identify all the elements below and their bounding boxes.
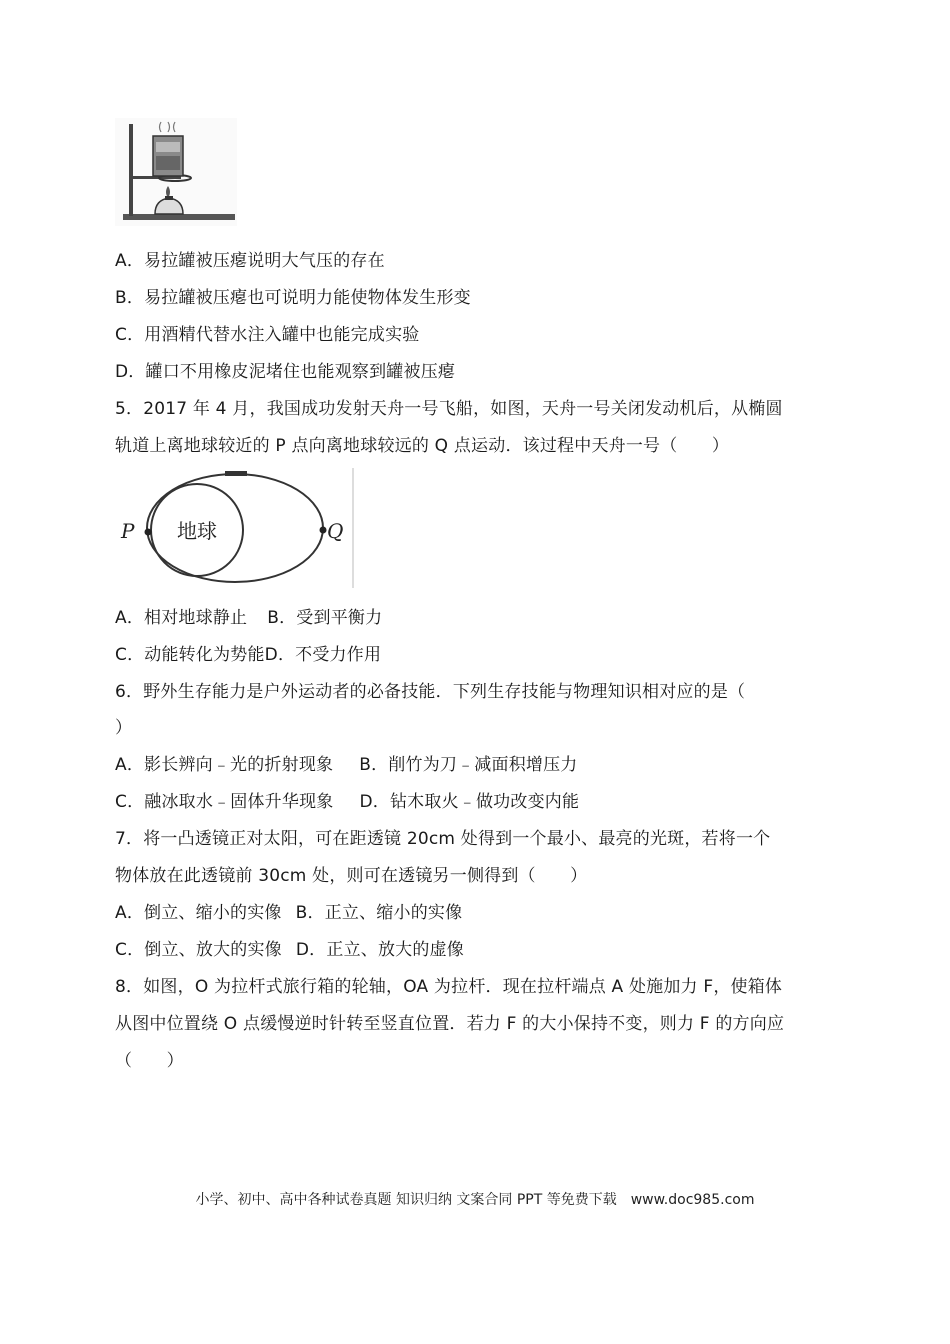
q6-option-a: A．影长辨向﹣光的折射现象 (115, 755, 334, 775)
q5-options-row1 (115, 606, 382, 630)
q6-option-c: C．融冰取水﹣固体升华现象 (115, 792, 334, 812)
q4-option-d: D．罐口不用橡皮泥堵住也能观察到罐被压瘪 (115, 362, 456, 382)
point-p-marker (145, 529, 152, 536)
q5-stem-line1: 5．2017 年 4 月，我国成功发射天舟一号飞船，如图，天舟一号关闭发动机后，从椭圆 (115, 399, 783, 419)
q4-option-c: C．用酒精代替水注入罐中也能完成实验 (115, 325, 420, 345)
q6-option-d: D．钻木取火﹣做功改变内能 (359, 792, 580, 812)
q5-options-row2 (115, 643, 381, 667)
q7-options-row1 (115, 901, 462, 925)
orbit-label-q: Q (327, 519, 344, 543)
q5-stem-line2: 轨道上离地球较近的 P 点向离地球较远的 Q 点运动．该过程中天舟一号（ ） (115, 436, 730, 456)
q4-option-a: A．易拉罐被压瘪说明大气压的存在 (115, 251, 385, 271)
q5-option-d: D．不受力作用 (264, 645, 382, 665)
orbit-label-earth: 地球 (177, 519, 217, 543)
q8-stem-line1: 8．如图，O 为拉杆式旅行箱的轮轴，OA 为拉杆．现在拉杆端点 A 处施加力 F，使箱体 (115, 977, 783, 997)
q7-stem-line1: 7．将一凸透镜正对太阳，可在距透镜 20cm 处得到一个最小、最亮的光斑，若将一个 (115, 829, 771, 849)
q6-options-row2 (115, 790, 579, 814)
q5-option-b: B．受到平衡力 (267, 608, 383, 628)
point-q-marker (320, 527, 327, 534)
q8-stem-line2: 从图中位置绕 O 点缓慢逆时针转至竖直位置．若力 F 的大小保持不变，则力 F 的方向应 (115, 1014, 785, 1034)
q6-stem-line2: ） (115, 718, 133, 738)
q7-option-d: D．正立、放大的虚像 (295, 940, 464, 960)
q7-option-c: C．倒立、放大的实像 (115, 940, 282, 960)
q6-option-b: B．削竹为刀﹣减面积增压力 (359, 755, 578, 775)
page-footer: 小学、初中、高中各种试卷真题 知识归纳 文案合同 PPT 等免费下载 www.doc985.com (195, 1192, 755, 1208)
q6-stem-line1: 6．野外生存能力是户外运动者的必备技能．下列生存技能与物理知识相对应的是（ (115, 682, 746, 702)
q7-option-b: B．正立、缩小的实像 (295, 903, 463, 923)
q5-option-c: C．动能转化为势能 (115, 645, 265, 665)
lab-stand-with-can-icon (115, 118, 237, 226)
q4-option-b: B．易拉罐被压瘪也可说明力能使物体发生形变 (115, 288, 471, 308)
q6-options-row1 (115, 753, 578, 777)
q7-option-a: A．倒立、缩小的实像 (115, 903, 282, 923)
q5-option-a: A．相对地球静止 (115, 608, 248, 628)
q8-stem-line3: （ ） (115, 1051, 184, 1071)
q7-options-row2 (115, 938, 464, 962)
q7-stem-line2: 物体放在此透镜前 30cm 处，则可在透镜另一侧得到（ ） (115, 866, 588, 886)
orbit-label-p: P (121, 519, 135, 543)
orbit-diagram (115, 468, 355, 588)
